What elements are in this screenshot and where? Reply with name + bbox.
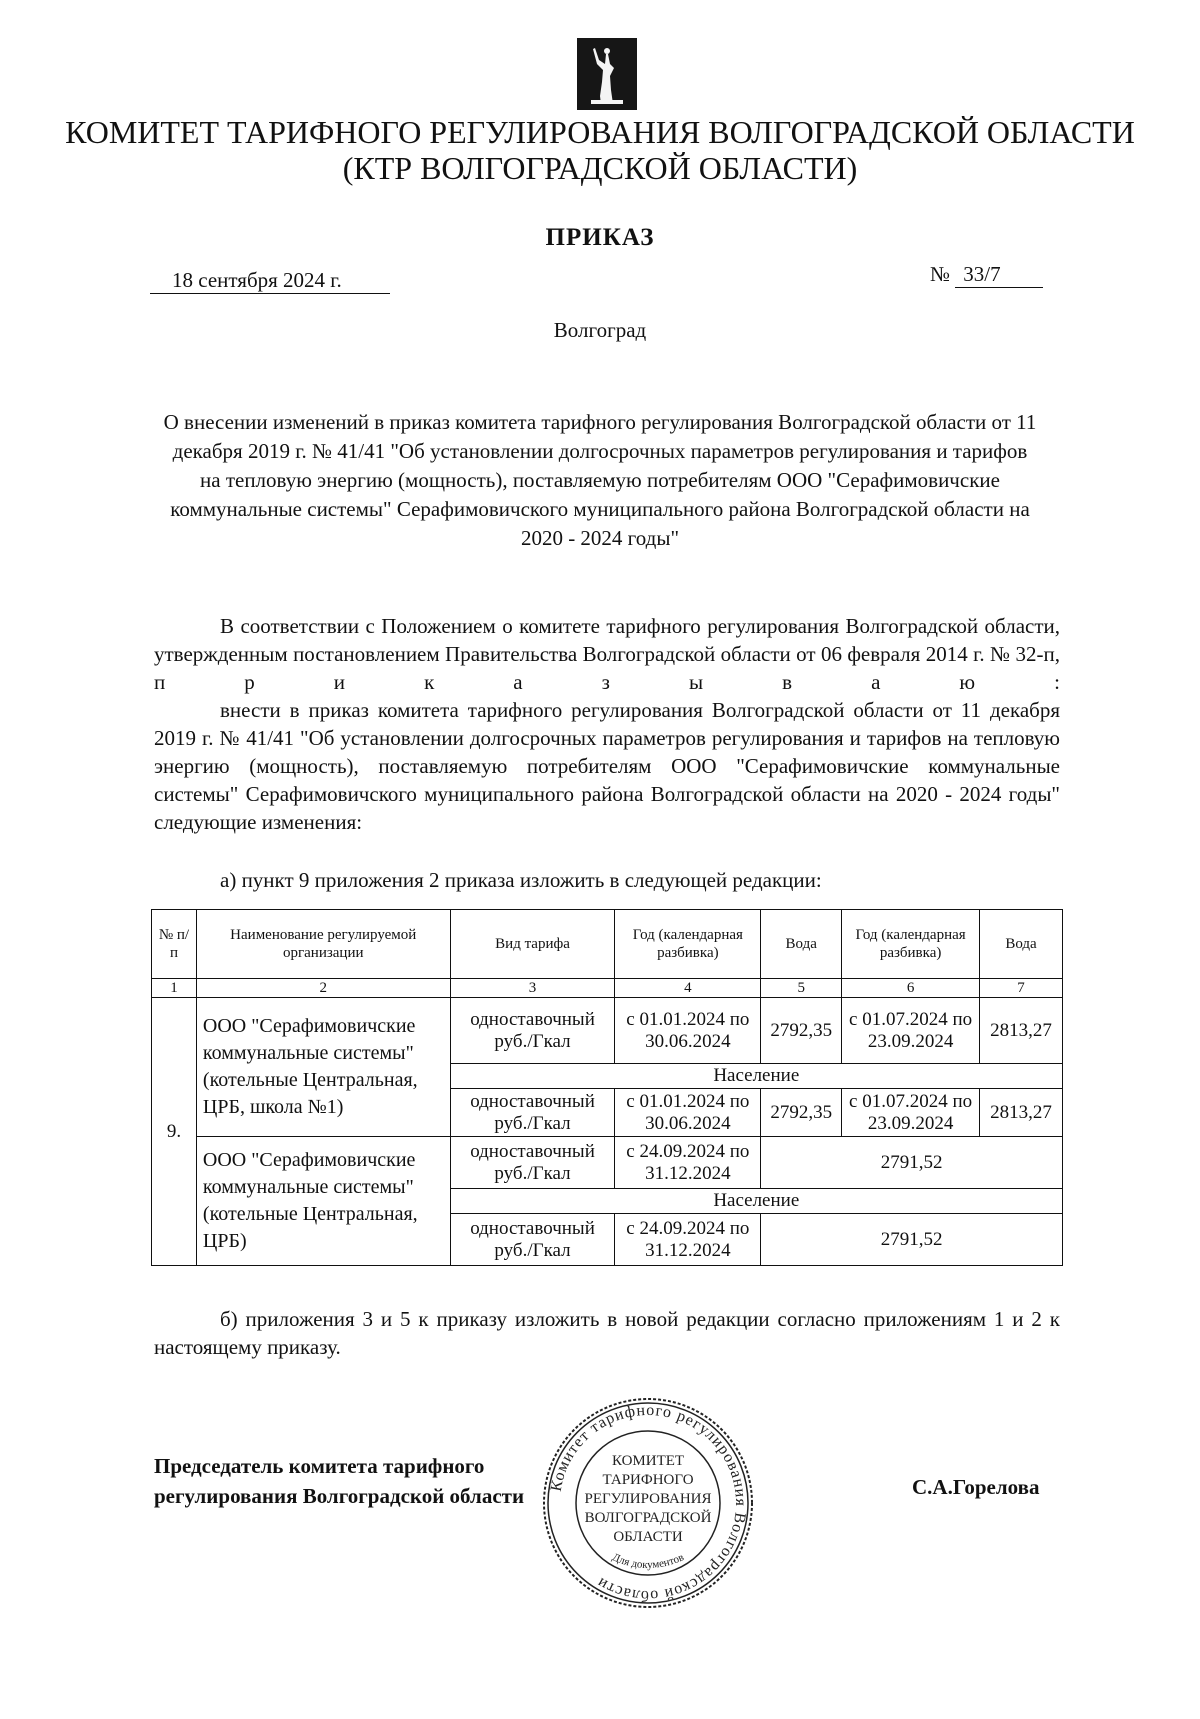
order-subject: О внесении изменений в приказ комитета тарифного регулирования Волгоградской области от 11 декабря 2019 г. № 41/41 "Об установлении долгосрочных параметров регулирования и тарифов на тепловую энергию (мощность), поставляемую потребителям ООО "Серафимовичские коммунальные системы" Серафимовичского муниципального района Волгоградской области на 2020 - 2024 годы" [163,410,1037,550]
tariff-type: одноставочный руб./Гкал [450,1089,615,1137]
period: с 01.01.2024 по 30.06.2024 [615,1089,761,1137]
water-tariff: 2791,52 [761,1214,1063,1266]
position-line: Председатель комитета тарифного [154,1454,485,1478]
row-number: 9. [152,998,197,1266]
header-cell: Вид тарифа [450,910,615,979]
city: Волгоград [553,318,647,342]
paragraph-order: внести в приказ комитета тарифного регулирования Волгоградской области от 11 декабря 2019 г. № 41/41 "Об установлении долгосрочных параметров регулирования и тарифов на тепловую энергию (мощность), поставляемую потребителям ООО "Серафимовичские коммунальные системы" Серафимовичского муниципального района Волгоградской области на 2020 - 2024 годы" следующие изменения: [154,698,1060,834]
seal-center-line: КОМИТЕТ [611,1453,685,1469]
water-tariff: 2791,52 [761,1137,1063,1189]
item-a: а) пункт 9 приложения 2 приказа изложить в следующей редакции: [220,868,822,892]
tariff-type: одноставочный руб./Гкал [450,998,615,1064]
seal-center-line: РЕГУЛИРОВАНИЯ [584,1491,712,1507]
column-number: 2 [196,979,450,998]
period: с 01.07.2024 по 23.09.2024 [842,998,980,1064]
table-row [152,1137,1063,1189]
column-number: 5 [761,979,842,998]
seal-graphic [540,1395,756,1611]
period: с 24.09.2024 по 31.12.2024 [615,1137,761,1189]
coat-of-arms-emblem [577,38,637,110]
header-cell: Год (календарная разбивка) [615,910,761,979]
water-tariff: 2792,35 [761,998,842,1064]
organization-name: ООО "Серафимовичские коммунальные системы" (котельные Центральная, ЦРБ, школа №1) [196,998,450,1137]
column-number: 4 [615,979,761,998]
tariff-type: одноставочный руб./Гкал [450,1214,615,1266]
period: с 01.01.2024 по 30.06.2024 [615,998,761,1064]
org-title: КОМИТЕТ ТАРИФНОГО РЕГУЛИРОВАНИЯ ВОЛГОГРАДСКОЙ ОБЛАСТИ [65,114,1135,150]
seal-center-line: ВОЛГОГРАДСКОЙ [584,1510,712,1526]
paragraph-basis: В соответствии с Положением о комитете тарифного регулирования Волгоградской области, утвержденным постановлением Правительства Волгоградской области от 06 февраля 2014 г. № 32-п, п р и к а з ы в а ю : [154,614,1060,694]
official-seal [540,1395,756,1611]
column-number: 7 [980,979,1063,998]
number-label: № [930,262,951,286]
header-cell: Вода [761,910,842,979]
svg-text:Для документов [610,1551,685,1571]
header-cell: Вода [980,910,1063,979]
header-cell: № п/п [152,910,197,979]
column-number: 1 [152,979,197,998]
header-cell: Год (календарная разбивка) [842,910,980,979]
water-tariff: 2792,35 [761,1089,842,1137]
document-type: ПРИКАЗ [545,224,655,251]
order-number [930,262,1043,288]
population-label: Население [450,1189,1062,1214]
org-short-title: (КТР ВОЛГОГРАДСКОЙ ОБЛАСТИ) [342,150,858,186]
item-b: б) приложения 3 и 5 к приказу изложить в новой редакции согласно приложениям 1 и 2 к настоящему приказу. [154,1307,1060,1359]
seal-bottom-text: Для документов [610,1551,686,1572]
tariff-table [151,909,1063,1266]
statue-icon [577,38,637,110]
position-line: регулирования Волгоградской области [154,1484,525,1508]
seal-ring-text: Комитет тарифного регулирования Волгоградской области [547,1401,750,1605]
table-header-row [152,910,1063,979]
seal-center-line: ТАРИФНОГО [602,1472,694,1488]
column-number: 3 [450,979,615,998]
population-label: Население [450,1064,1062,1089]
signatory-name: С.А.Горелова [912,1475,1040,1499]
column-number: 6 [842,979,980,998]
signatory-position [154,1451,524,1511]
water-tariff: 2813,27 [980,998,1063,1064]
period: с 24.09.2024 по 31.12.2024 [615,1214,761,1266]
organization-name: ООО "Серафимовичские коммунальные системы" (котельные Центральная, ЦРБ) [196,1137,450,1266]
period: с 01.07.2024 по 23.09.2024 [842,1089,980,1137]
header-cell: Наименование регулируемой организации [196,910,450,979]
water-tariff: 2813,27 [980,1089,1063,1137]
table-row [152,998,1063,1064]
order-date: 18 сентября 2024 г. [150,268,390,294]
tariff-type: одноставочный руб./Гкал [450,1137,615,1189]
number-value: 33/7 [955,262,1043,288]
seal-center-line: ОБЛАСТИ [613,1529,683,1545]
column-number-row [152,979,1063,998]
